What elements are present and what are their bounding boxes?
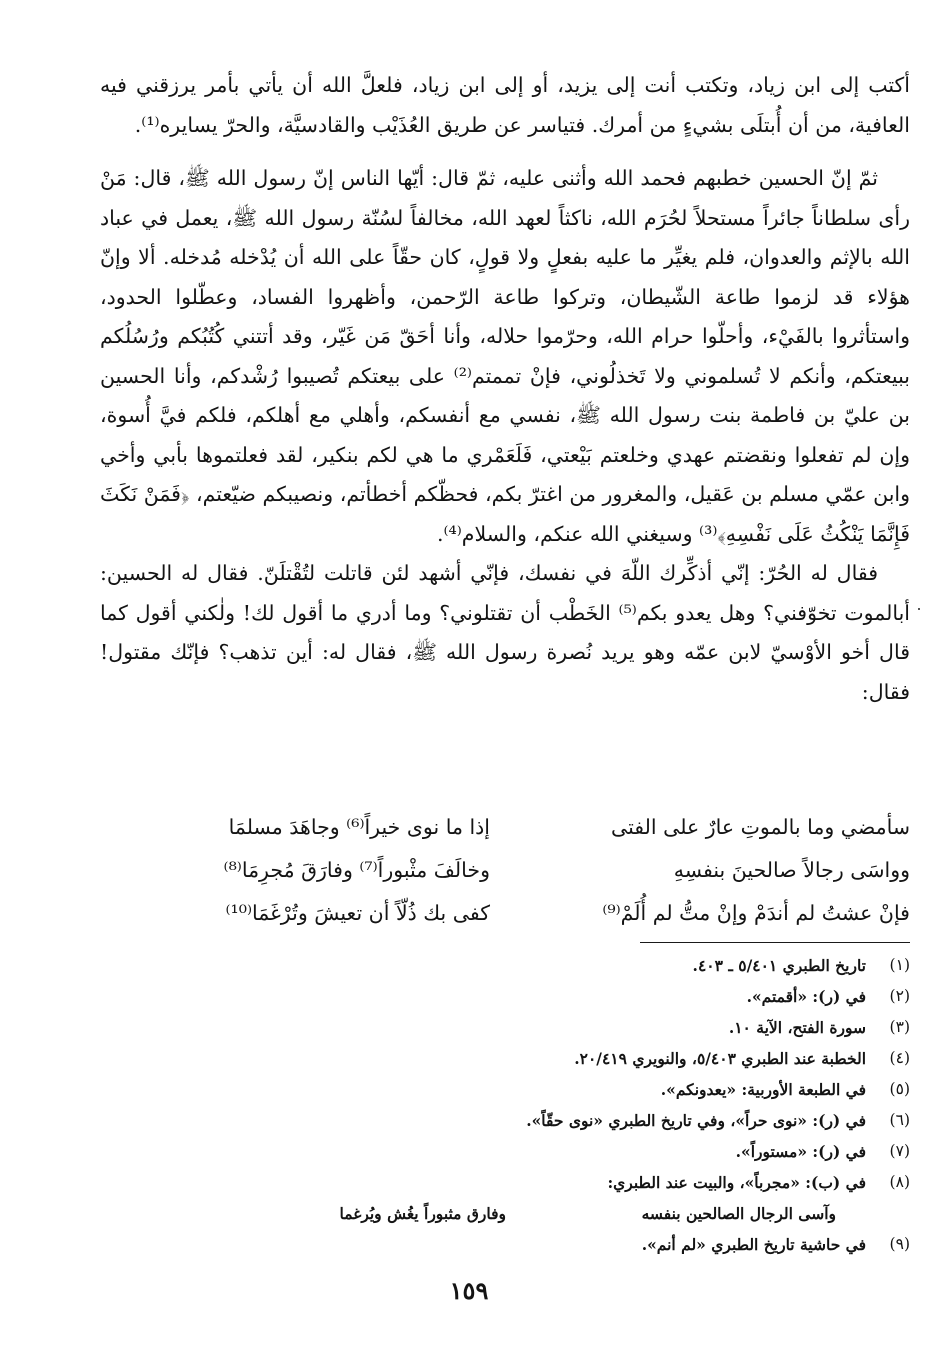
paragraph-2: ثمّ إنّ الحسين خطبهم فحمد الله وأثنى عليه، ثمّ قال: أيّها الناس إنّ رسول الله ﷺ، قال: مَنْ رأى سلطاناً جائراً مستحلاً لحُرَم الله، ناكثاً لعهد الله، مخالفاً لسُنّة رسول الله ﷺ، يعمل في عباد الله بالإثم والعدوان، فلم يغيِّر ما عليه بفعلٍ ولا قولٍ، كان حقّاً على الله أن يُدْخله مُدخله. ألا وإنّ هؤلاء قد لزموا طاعة الشّيطان، وتركوا طاعة الرّحمن، وأظهروا الفساد، وعطّلوا الحدود، واستأثروا بالفَيْء، وأحلّوا حرام الله، وحرّموا حلاله، وأنا أحَقّ مَن غَيّر، وقد أتتني كُتُبُكم ورُسُلُكم ببيعتكم، وأنكم لا تُسلموني ولا تَخذلُوني، فإنْ تممتم⁽²⁾ على بيعتكم تُصيبوا رُشْدكم، وأنا الحسين بن عليّ بن فاطمة بنت رسول الله ﷺ، نفسي مع أنفسكم، وأهلي مع أهلكم، فلكم فيَّ أُسوة، وإن لم تفعلوا ونقضتم عهدي وخلعتم بَيْعتي، فَلَعَمْري ما هي لكم بنكير، لقد فعلتموها بأبي وأخي وابن عمّي مسلم بن عَقيل، والمغرور من اغترّ بكم، فحظّكم أخطأتم، ونصيبكم ضيّعتم، ﴿فَمَنْ نَكَثَ فَإِنَّمَا يَنْكُثُ عَلَى نَفْسِهِ﴾⁽³⁾ وسيغني الله عنكم، والسلام⁽⁴⁾. — [100, 166, 910, 546]
paragraph-gap — [100, 145, 910, 159]
poem-hemistich-second: وخالَفَ مثْبوراً⁽⁷⁾ وفارَقَ مُجرِمَا⁽⁸⁾ — [223, 858, 490, 882]
footnote — [100, 1105, 910, 1136]
margin-dot — [918, 608, 920, 610]
footnote-number: (٥) — [889, 1080, 910, 1098]
poem-verse — [100, 806, 910, 849]
poem-hemistich-first: فإنْ عشتُ لم أندَمْ وإنْ متُّ لم أُلَمْ⁽⁹⁾ — [602, 901, 910, 925]
page-number: ١٥٩ — [449, 1276, 489, 1305]
footnote-text: في (ر): «أقمتم». — [746, 987, 866, 1006]
poem-hemistich-second: كفى بك ذُلّاً أن تعيشَ وتُرْغَمَا⁽¹⁰⁾ — [225, 901, 490, 925]
footnote-text: في الطبعة الأوربية: «يعدونكم». — [660, 1080, 866, 1099]
poem-hemistich-first: سأمضي وما بالموتِ عارٌ على الفتى — [611, 815, 910, 839]
footnote — [100, 1012, 910, 1043]
footnote-number: (٣) — [889, 1018, 910, 1036]
footnote-divider — [640, 942, 910, 943]
footnote — [100, 981, 910, 1012]
poem-hemistich-second: إذا ما نوى خيراً⁽⁶⁾ وجاهَدَ مسلمَا — [228, 815, 490, 839]
footnote-text: في (ب): «مجرباً»، والبيت عند الطبري: — [607, 1173, 866, 1192]
footnote-number: (٨) — [889, 1173, 910, 1191]
paragraph-1: أكتب إلى ابن زياد، وتكتب أنت إلى يزيد، أو إلى ابن زياد، فلعلَّ الله أن يأتي بأمر يرزقني فيه العافية، من أن أُبتلَى بشيءٍ من أمرك. فتياسر عن طريق العُذَيْب والقادسيَّة، والحرّ يسايره⁽¹⁾. — [100, 73, 910, 137]
footnote-verse-second: وفارق مثبوراً يغُش ويُرغما — [339, 1204, 506, 1223]
footnote-number: (٩) — [889, 1235, 910, 1253]
footnote-text: تاريخ الطبري ٥/٤٠١ ـ ٤٠٣. — [692, 956, 866, 975]
footnotes — [100, 950, 910, 1260]
main-text — [100, 66, 910, 712]
footnote — [100, 950, 910, 981]
footnote — [100, 1043, 910, 1074]
footnote-number: (٦) — [889, 1111, 910, 1129]
poem-verse — [100, 892, 910, 935]
footnote-text: سورة الفتح، الآية ١٠. — [728, 1018, 866, 1037]
footnote-text: في (ر): «نوى حراً»، وفي تاريخ الطبري «نوى حقّاً». — [526, 1111, 866, 1130]
footnote — [100, 1136, 910, 1167]
footnote — [100, 1167, 910, 1198]
footnote-text: في (ر): «مستوراً». — [735, 1142, 866, 1161]
poem-hemistich-first: وواسَى رجالاً صالحينَ بنفسِهِ — [673, 858, 910, 882]
footnote-number: (١) — [889, 956, 910, 974]
footnote-number: (٢) — [889, 987, 910, 1005]
footnote-verse-first: وآسى الرجال الصالحين بنفسه — [641, 1204, 836, 1223]
paragraph-3: فقال له الحُرّ: إنّي أذكِّرك اللّهَ في نفسك، فإنّي أشهد لئن قاتلت لتُقْتلَنّ. فقال له الحسين: أبالموت تخوّفني؟ وهل يعدو بكم⁽⁵⁾ الخَطْب أن تقتلوني؟ وما أدري ما أقول لك! ولٰكني أقول كما قال أخو الأوْسيّ لابن عمّه وهو يريد نُصرة رسول الله ﷺ، فقال له: أين تذهب؟ فإنّك مقتول! فقال: — [100, 561, 910, 704]
footnote — [100, 1074, 910, 1105]
footnote-verse — [100, 1198, 910, 1229]
poem-verse — [100, 849, 910, 892]
footnote-text: الخطبة عند الطبري ٥/٤٠٣، والنويري ٢٠/٤١٩. — [574, 1049, 866, 1068]
poem — [100, 806, 910, 935]
footnote-number: (٤) — [889, 1049, 910, 1067]
footnote-number: (٧) — [889, 1142, 910, 1160]
footnote — [100, 1229, 910, 1260]
footnote-text: في حاشية تاريخ الطبري «لم أنم». — [641, 1235, 866, 1254]
